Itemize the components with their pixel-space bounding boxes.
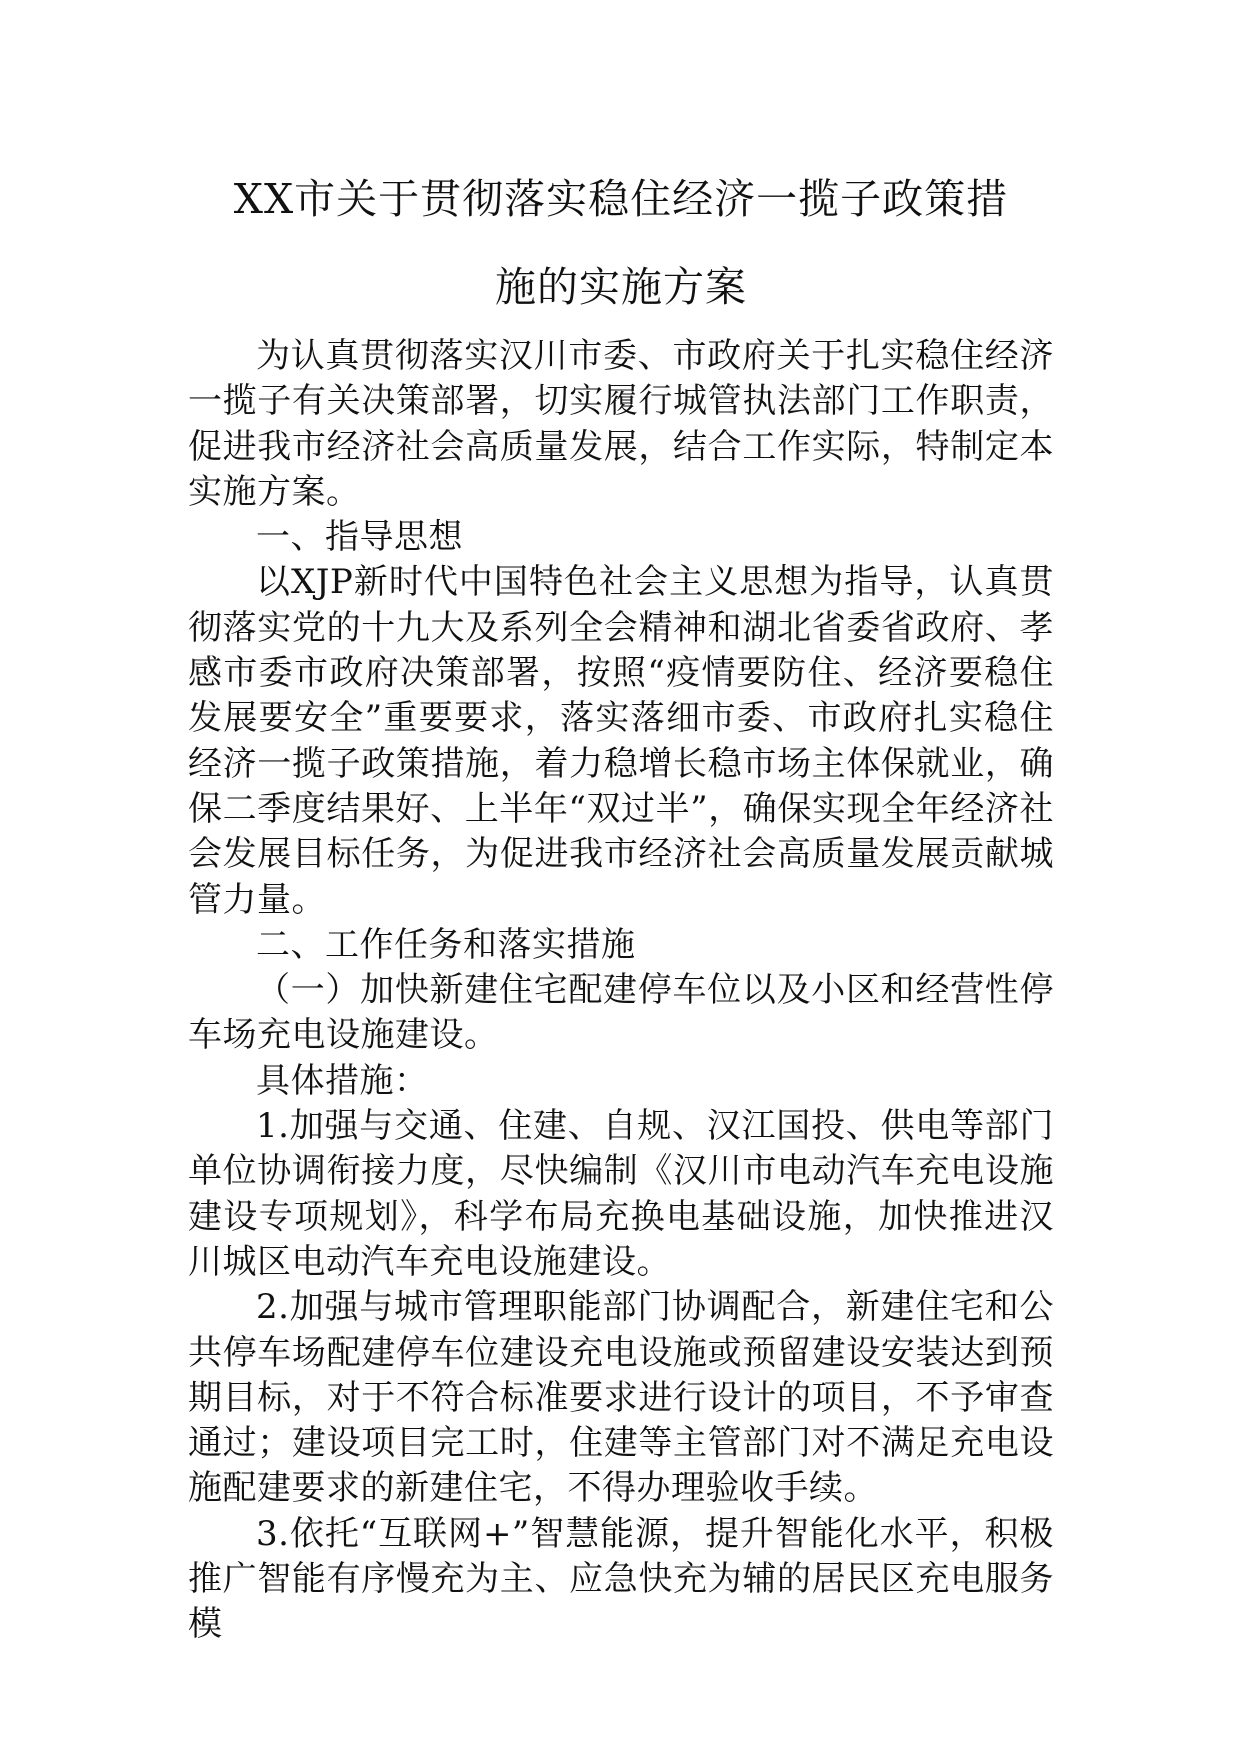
section-heading-guiding-ideology: 一、指导思想 <box>256 517 463 558</box>
title-line-2: 施的实施方案 <box>495 263 747 311</box>
measure-item-2: 2.加强与城市管理职能部门协调配合，新建住宅和公共停车场配建停车位建设充电设施或预留建设安装达到预期目标，对于不符合标准要求进行设计的项目，不予审查通过；建设项目完工时，住建等主管部门对不满足充电设施配建要求的新建住宅，不得办理验收手续。 <box>188 1287 1054 1509</box>
measure-item-3: 3.依托“互联网+”智慧能源，提升智能化水平，积极推广智能有序慢充为主、应急快充为辅的居民区充电服务模 <box>188 1513 1054 1645</box>
section-heading-tasks-and-measures: 二、工作任务和落实措施 <box>256 924 636 965</box>
intro-paragraph: 为认真贯彻落实汉川市委、市政府关于扎实稳住经济一揽子有关决策部署，切实履行城管执法部门工作职责，促进我市经济社会高质量发展，结合工作实际，特制定本实施方案。 <box>188 336 1054 512</box>
document-body <box>188 334 1054 1648</box>
measures-label: 具体措施： <box>256 1060 429 1101</box>
guiding-ideology-paragraph: 以XJP新时代中国特色社会主义思想为指导，认真贯彻落实党的十九大及系列全会精神和湖北省委省政府、孝感市委市政府决策部署，按照“疫情要防住、经济要稳住发展要安全”重要要求，落实落细市委、市政府扎实稳住经济一揽子政策措施，着力稳增长稳市场主体保就业，确保二季度结果好、上半年“双过半”，确保实现全年经济社会发展目标任务，为促进我市经济社会高质量发展贡献城管力量。 <box>188 562 1054 920</box>
subsection-heading-1: （一）加快新建住宅配建停车位以及小区和经营性停车场充电设施建设。 <box>188 970 1054 1056</box>
title-line-1: XX市关于贯彻落实稳住经济一揽子政策措 <box>233 175 1009 223</box>
measure-item-1: 1.加强与交通、住建、自规、汉江国投、供电等部门单位协调衔接力度，尽快编制《汉川市电动汽车充电设施建设专项规划》，科学布局充换电基础设施，加快推进汉川城区电动汽车充电设施建设。 <box>188 1106 1054 1282</box>
